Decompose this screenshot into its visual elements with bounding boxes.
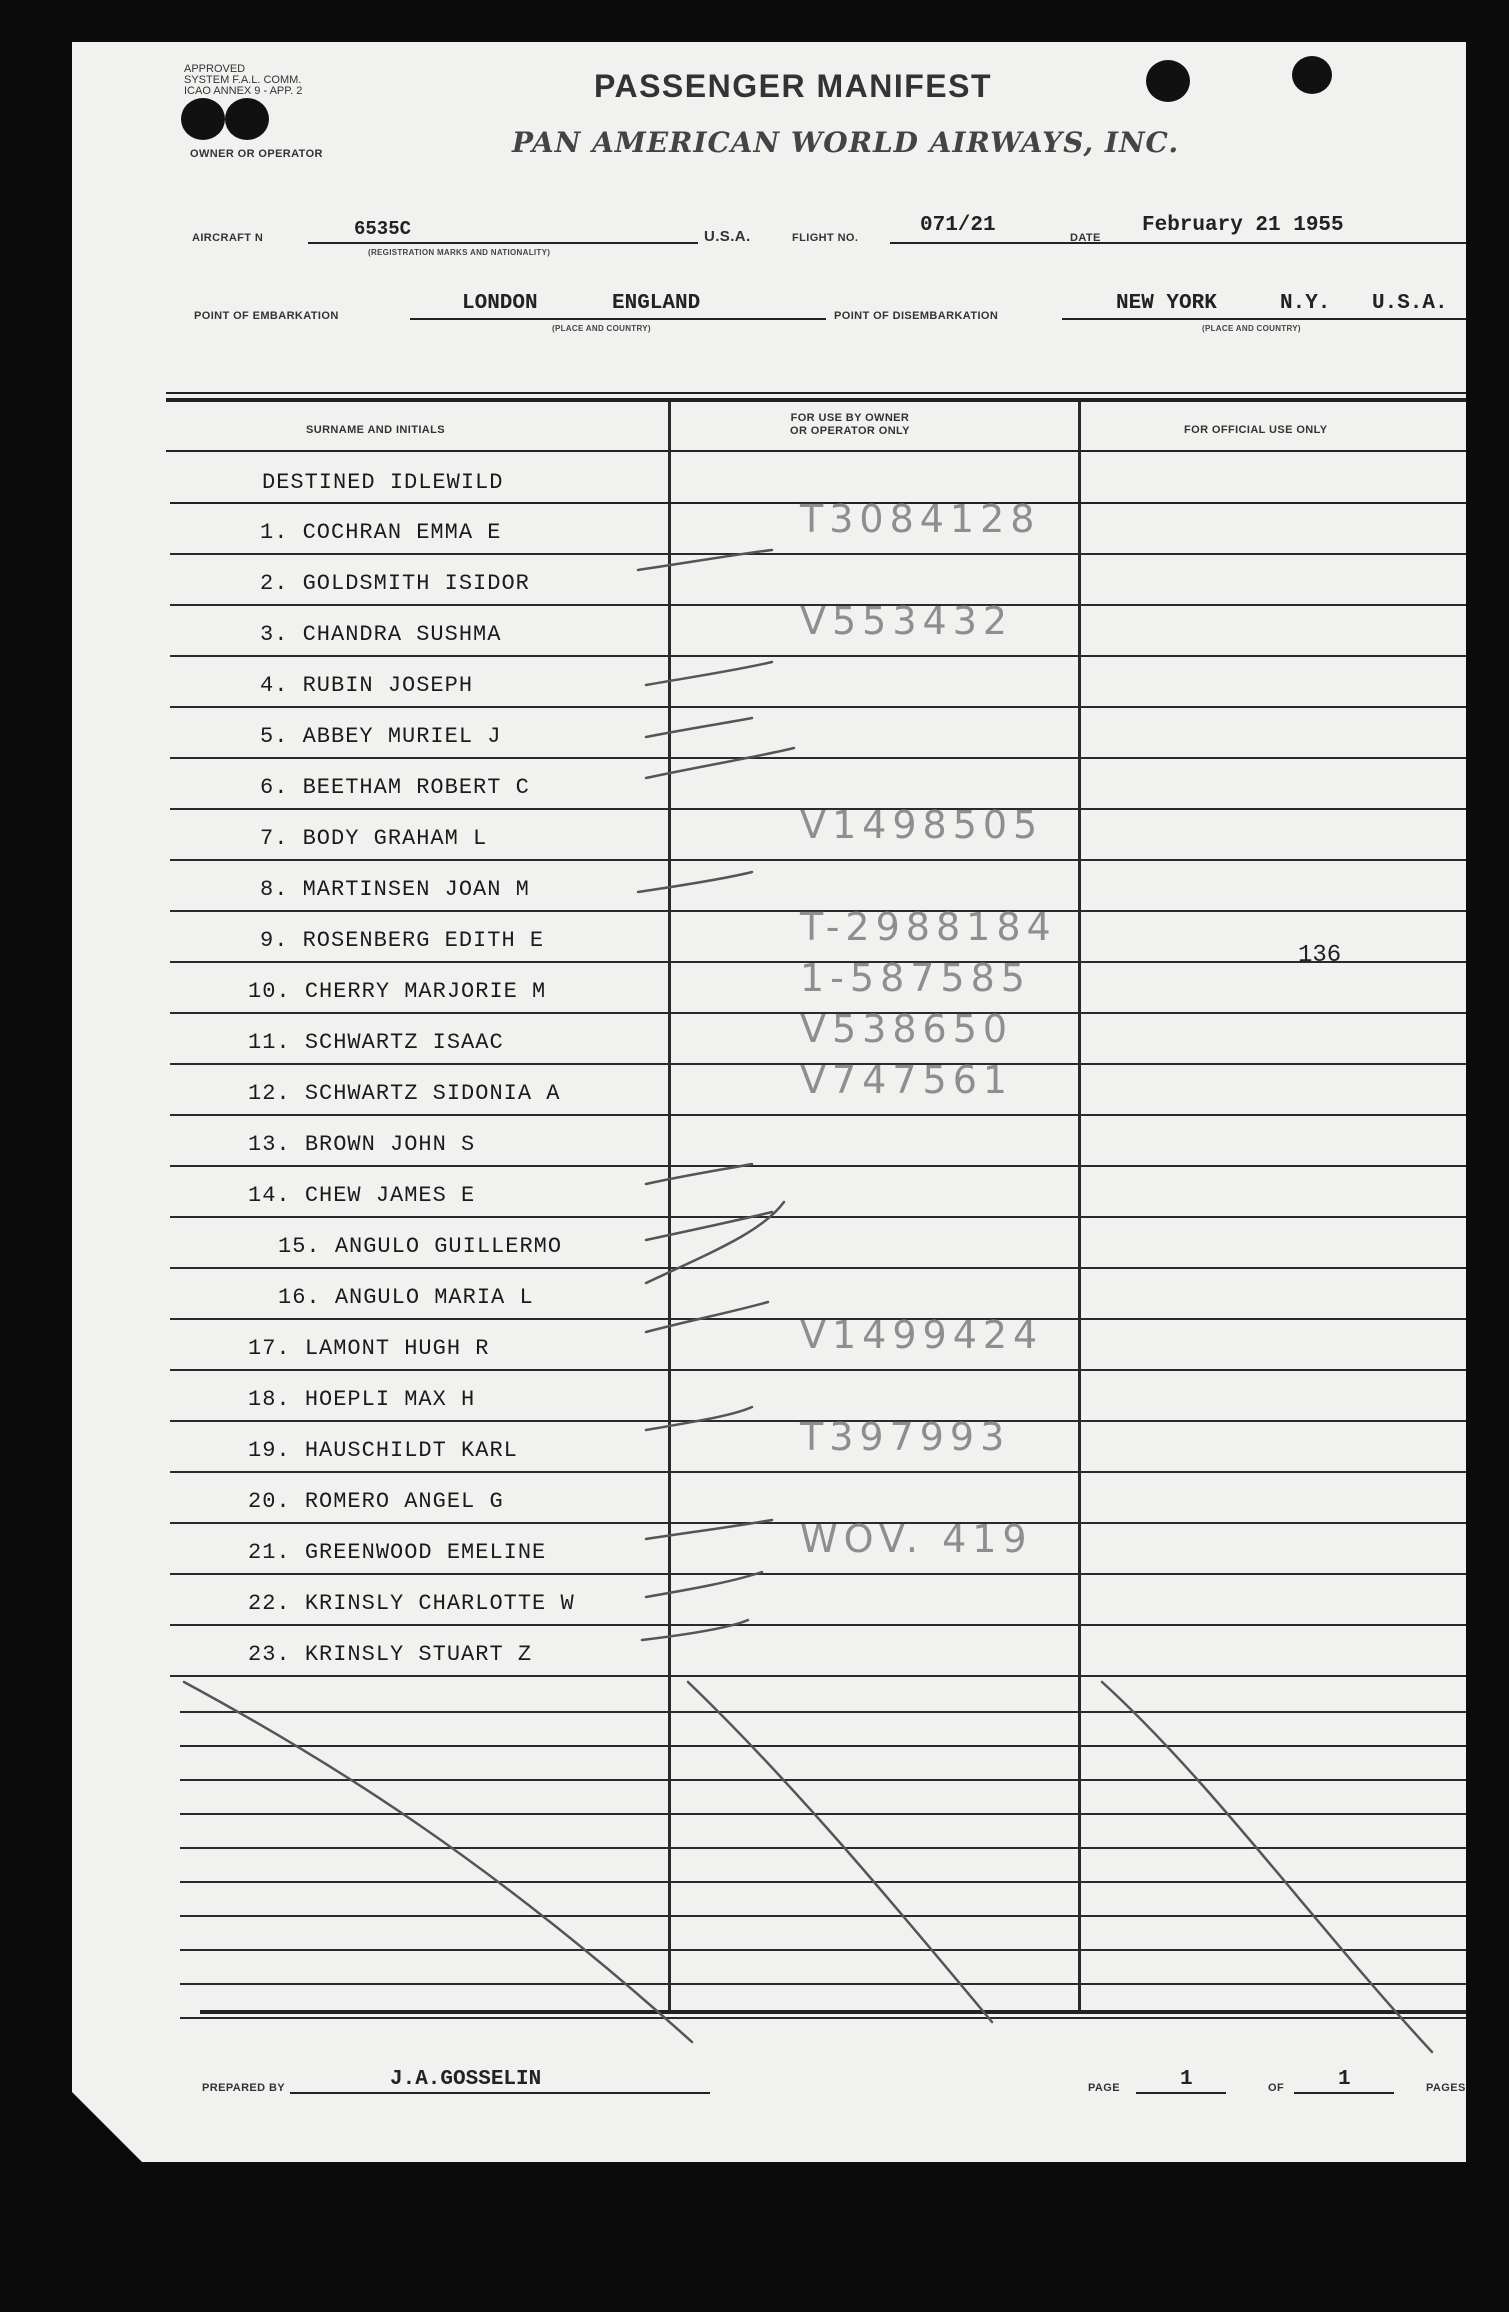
- surname-header: SURNAME AND INITIALS: [306, 424, 445, 436]
- passenger-number: 16.: [278, 1285, 321, 1310]
- passport-number: V553432: [800, 599, 1014, 643]
- flight-label: FLIGHT NO.: [792, 232, 859, 244]
- passenger-number: 9.: [260, 928, 289, 953]
- dash-stroke: [646, 1212, 772, 1240]
- approval-line: APPROVED: [184, 63, 246, 75]
- prepared-label: PREPARED BY: [202, 2082, 286, 2094]
- passenger-surname: CHERRY MARJORIE M: [304, 979, 547, 1004]
- passenger-number: 21.: [248, 1540, 291, 1565]
- official-use-header: FOR OFFICIAL USE ONLY: [1184, 424, 1328, 436]
- passenger-surname: SCHWARTZ SIDONIA A: [304, 1081, 561, 1106]
- page-underline: [1136, 2092, 1226, 2094]
- disembarkation-label: POINT OF DISEMBARKATION: [834, 310, 999, 322]
- passenger-surname: LAMONT HUGH R: [304, 1336, 490, 1361]
- passenger-surname: HOEPLI MAX H: [304, 1387, 476, 1412]
- disembark-sublabel: (PLACE AND COUNTRY): [1202, 324, 1301, 333]
- pages-label: PAGES: [1426, 2082, 1466, 2094]
- passenger-number: 17.: [248, 1336, 291, 1361]
- passenger-number: 6.: [260, 775, 289, 800]
- passport-number: V1499424: [800, 1313, 1044, 1357]
- passenger-surname: CHEW JAMES E: [304, 1183, 476, 1208]
- aircraft-country: U.S.A.: [704, 228, 751, 245]
- passport-number: T3084128: [800, 497, 1041, 541]
- cancel-stroke: [1102, 1682, 1432, 2052]
- passenger-surname: MARTINSEN JOAN M: [302, 877, 530, 902]
- aircraft-registration: 6535C: [354, 218, 412, 240]
- registration-sublabel: (REGISTRATION MARKS AND NATIONALITY): [368, 248, 551, 257]
- passenger-number: 20.: [248, 1489, 291, 1514]
- passenger-surname: RUBIN JOSEPH: [302, 673, 474, 698]
- dash-stroke: [638, 872, 752, 892]
- passport-number: WOV. 419: [800, 1517, 1033, 1561]
- passenger-surname: ROMERO ANGEL G: [304, 1489, 504, 1514]
- passenger-number: 13.: [248, 1132, 291, 1157]
- passenger-surname: CHANDRA SUSHMA: [302, 622, 502, 647]
- passenger-surname: KRINSLY CHARLOTTE W: [304, 1591, 575, 1616]
- passport-number: T397993: [800, 1415, 1011, 1459]
- passenger-number: 14.: [248, 1183, 291, 1208]
- dash-stroke: [646, 1407, 752, 1430]
- embarkation-label: POINT OF EMBARKATION: [194, 310, 339, 322]
- approval-line: SYSTEM F.A.L. COMM.: [184, 74, 302, 86]
- passenger-number: 12.: [248, 1081, 291, 1106]
- of-label: OF: [1268, 2082, 1285, 2094]
- total-underline: [1294, 2092, 1394, 2094]
- passenger-surname: ABBEY MURIEL J: [302, 724, 502, 749]
- passenger-number: 10.: [248, 979, 291, 1004]
- passenger-surname: ROSENBERG EDITH E: [302, 928, 545, 953]
- owner-label: OWNER OR OPERATOR: [190, 148, 323, 160]
- disembark-state: N.Y.: [1280, 292, 1331, 315]
- dash-stroke: [646, 718, 752, 737]
- date-label: DATE: [1070, 232, 1101, 244]
- passenger-number: 2.: [260, 571, 289, 596]
- passenger-surname: GOLDSMITH ISIDOR: [302, 571, 530, 596]
- pencil-marks: [72, 42, 1466, 2162]
- owner-use-header-line: OR OPERATOR ONLY: [790, 425, 910, 437]
- page-number: 1: [1180, 2068, 1193, 2091]
- owner-use-header-line: FOR USE BY OWNER: [790, 412, 910, 424]
- passenger-number: 18.: [248, 1387, 291, 1412]
- passenger-surname: ANGULO GUILLERMO: [334, 1234, 563, 1259]
- dash-stroke: [646, 662, 772, 685]
- passenger-number: 7.: [260, 826, 289, 851]
- dash-stroke: [646, 1520, 772, 1539]
- cancel-stroke: [184, 1682, 692, 2042]
- dash-stroke: [638, 550, 772, 570]
- passenger-number: 11.: [248, 1030, 291, 1055]
- manifest-sheet: [72, 42, 1466, 2162]
- flight-date: February 21 1955: [1142, 214, 1344, 237]
- airline-name: PAN AMERICAN WORLD AIRWAYS, INC.: [512, 126, 1180, 159]
- passport-number: V538650: [800, 1007, 1014, 1051]
- passenger-surname: ANGULO MARIA L: [334, 1285, 534, 1310]
- dash-stroke: [646, 1302, 768, 1332]
- passenger-surname: BROWN JOHN S: [304, 1132, 476, 1157]
- passenger-surname: KRINSLY STUART Z: [304, 1642, 533, 1667]
- disembark-country: U.S.A.: [1372, 292, 1448, 315]
- passenger-number: 23.: [248, 1642, 291, 1667]
- passenger-surname: SCHWARTZ ISAAC: [304, 1030, 504, 1055]
- passport-number: V1498505: [800, 803, 1044, 847]
- prepared-underline: [290, 2092, 710, 2094]
- passport-number: V747561: [800, 1058, 1014, 1102]
- passenger-surname: HAUSCHILDT KARL: [304, 1438, 518, 1463]
- form-title: PASSENGER MANIFEST: [594, 68, 992, 104]
- flight-number: 071/21: [920, 214, 996, 237]
- page-total: 1: [1338, 2068, 1351, 2091]
- passport-number: T-2988184: [800, 905, 1057, 949]
- passenger-number: 22.: [248, 1591, 291, 1616]
- dash-stroke: [646, 748, 794, 778]
- dash-stroke: [646, 1572, 762, 1597]
- official-number: 136: [1298, 942, 1342, 969]
- embark-country: ENGLAND: [612, 292, 701, 315]
- approval-line: ICAO ANNEX 9 - APP. 2: [184, 85, 303, 97]
- dash-stroke: [642, 1620, 748, 1640]
- passenger-number: 1.: [260, 520, 289, 545]
- passenger-number: 4.: [260, 673, 289, 698]
- passenger-number: 5.: [260, 724, 289, 749]
- passenger-number: 15.: [278, 1234, 321, 1259]
- page-label: PAGE: [1088, 2082, 1120, 2094]
- dash-stroke: [646, 1164, 752, 1184]
- passenger-number: 8.: [260, 877, 289, 902]
- passport-number: 1-587585: [800, 956, 1031, 1000]
- passenger-surname: BEETHAM ROBERT C: [302, 775, 530, 800]
- aircraft-label: AIRCRAFT N: [192, 232, 264, 244]
- passenger-surname: COCHRAN EMMA E: [302, 520, 502, 545]
- passenger-number: 3.: [260, 622, 289, 647]
- disembark-city: NEW YORK: [1116, 292, 1217, 315]
- embark-sublabel: (PLACE AND COUNTRY): [552, 324, 651, 333]
- embark-city: LONDON: [462, 292, 538, 315]
- passenger-surname: GREENWOOD EMELINE: [304, 1540, 547, 1565]
- passenger-surname: BODY GRAHAM L: [302, 826, 488, 851]
- prepared-by: J.A.GOSSELIN: [390, 2068, 542, 2091]
- cancel-stroke: [688, 1682, 992, 2022]
- destination-note: DESTINED IDLEWILD: [262, 470, 504, 495]
- passenger-number: 19.: [248, 1438, 291, 1463]
